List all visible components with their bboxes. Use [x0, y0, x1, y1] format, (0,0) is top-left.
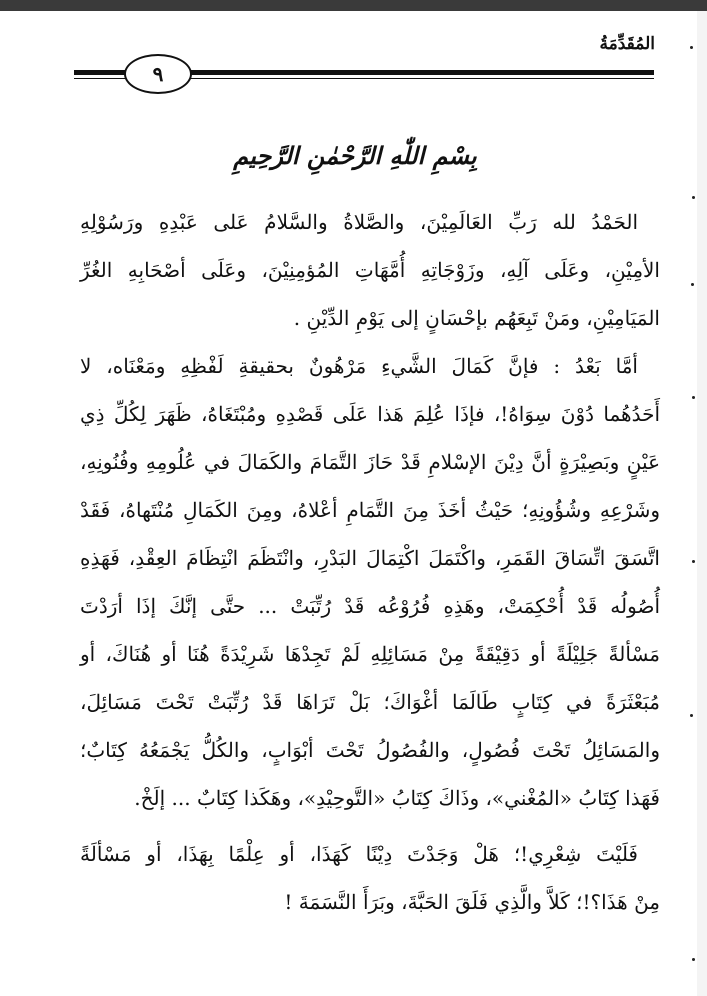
- top-edge-bar: [0, 0, 707, 11]
- text-line: أَحَدُهُما دُوْنَ سِوَاهُ!، فإذَا عُلِمَ هَذا عَلَى قَصْدِهِ ومُبْتَغَاهُ، ظَهَرَ لِكُلِّ ذِي: [80, 402, 660, 426]
- text-line: مَسْألةً جَلِيْلَةً أو دَقِيْقَةً مِنْ مَسَائِلِهِ لَمْ تَجِدْهَا شَرِيْدَةً هُنَا أو هُنَاكَ، أو: [80, 642, 660, 666]
- page-edge-strip: [697, 11, 707, 996]
- paragraph-amma-bad: [80, 342, 660, 822]
- edge-mark: [692, 958, 695, 961]
- basmala: بِسْمِ اللّٰهِ الرَّحْمٰنِ الرَّحِيمِ: [233, 141, 477, 170]
- text-line: والمَسَائِلُ تَحْتَ فُصُولٍ، والفُصُولُ تَحْتَ أبْوَابٍ، والكُلُّ يَجْمَعُهُ كِتَابٌ؛: [80, 738, 660, 762]
- body-text: [80, 198, 660, 926]
- page-number: ٩: [124, 54, 192, 94]
- text-line: فَلَيْتَ شِعْرِي!؛ هَلْ وَجَدْتَ دِيْنًا كَهَذَا، أو عِلْمًا بِهَذَا، أو مَسْألَةً: [80, 842, 638, 866]
- text-line: أمَّا بَعْدُ : فإنَّ كَمَالَ الشَّيءِ مَرْهُونٌ بحقيقةِ لَفْظِهِ ومَعْنَاه، لا: [80, 354, 638, 378]
- running-head: المُقَدِّمَةُ: [599, 34, 655, 54]
- paragraph-opening: [80, 198, 660, 342]
- text-line: مُبَعْثَرَةً في كِتَابٍ طَالَمَا أغْوَاكَ؛ بَلْ تَرَاهَا قَدْ رُتِّبَتْ تَحْتَ مَسَائِلَ،: [80, 690, 660, 714]
- text-line: عَيْنٍ وبَصِيْرَةٍ أنَّ دِيْنَ الإسْلامِ قَدْ حَازَ التَّمَامَ والكَمَالَ في عُلُومِهِ وفُنُونِهِ،: [80, 450, 660, 474]
- text-line: مِنْ هَذَا؟!؛ كَلاَّ والَّذِي فَلَقَ الحَبَّةَ، وبَرَأَ النَّسَمَةَ !: [284, 890, 660, 914]
- paragraph-closing: [80, 830, 660, 926]
- text-line: اتَّسَقَ اتِّسَاقَ القَمَرِ، واكْتَمَلَ اكْتِمَالَ البَدْرِ، وانْتَظَمَ انْتِظَامَ العِقْدِ، فَهَذِهِ: [80, 546, 660, 570]
- edge-mark: [690, 714, 693, 717]
- edge-mark: [690, 46, 693, 49]
- edge-mark: [692, 560, 695, 563]
- text-line: المَيَامِيْنِ، ومَنْ تَبِعَهُم بإحْسَانٍ إلى يَوْمِ الدِّيْنِ .: [293, 306, 660, 330]
- text-line: وشَرْعِهِ وشُؤُونِهِ؛ حَيْثُ أخَذَ مِنَ التَّمَامِ أعْلاهُ، ومِنَ الكَمَالِ مُنْتَهاهُ، فَقَدْ: [80, 498, 660, 522]
- text-line: أُصُولُه قَدْ أُحْكِمَتْ، وهَذِهِ فُرُوْعُه قَدْ رُتِّبَتْ ... حتَّى إنَّكَ إذَا أرَدْتَ: [80, 594, 660, 618]
- text-line: الأمِيْنِ، وعَلَى آلِهِ، وزَوْجَاتِهِ أُمَّهَاتِ المُؤمِنِيْنَ، وعَلَى أصْحَابِهِ الغُرِّ: [80, 258, 660, 282]
- paragraph-gap: [80, 822, 660, 830]
- edge-mark: [692, 396, 695, 399]
- edge-mark: [692, 196, 695, 199]
- text-line: الحَمْدُ لله رَبِّ العَالَمِيْنَ، والصَّلاةُ والسَّلامُ عَلى عَبْدِهِ ورَسُوْلِهِ: [80, 210, 638, 234]
- edge-mark: [691, 283, 694, 286]
- text-line: فَهَذا كِتَابُ «المُغْني»، وذَاكَ كِتَابُ «التَّوحِيْدِ»، وهَكَذا كِتَابٌ ... إلَخْ.: [134, 786, 660, 810]
